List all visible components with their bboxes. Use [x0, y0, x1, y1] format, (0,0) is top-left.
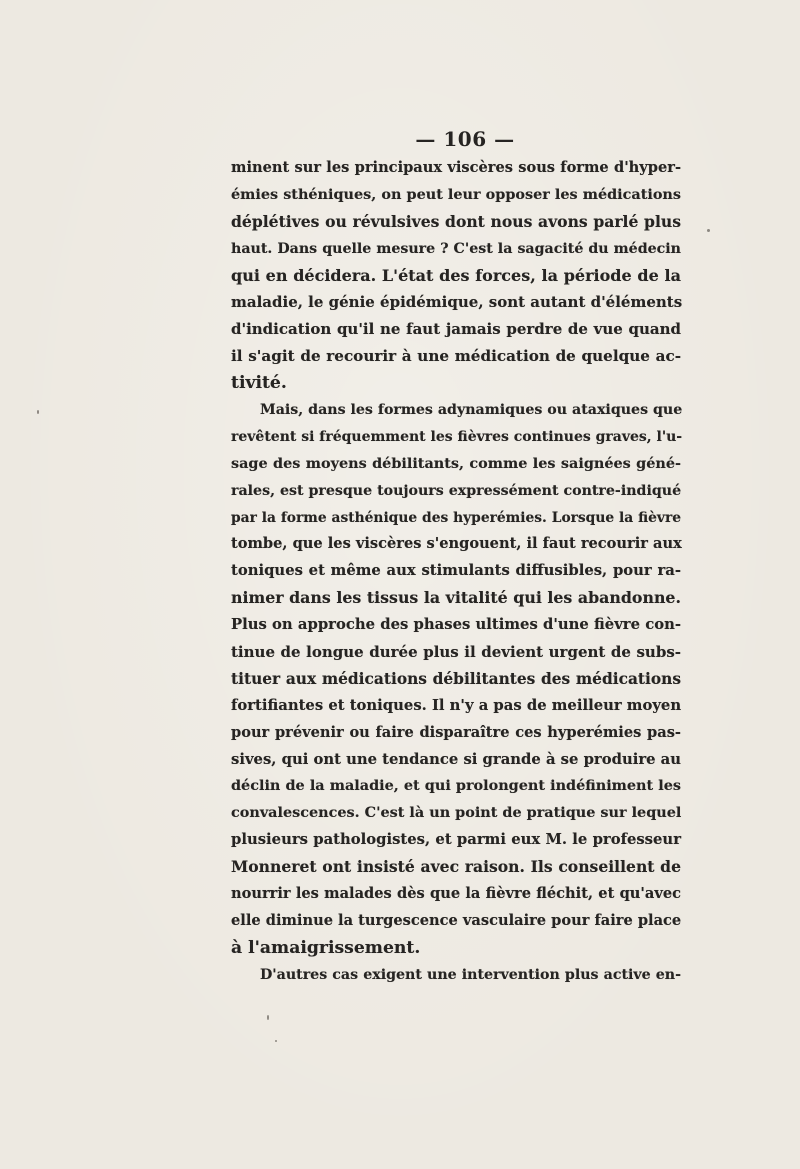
- text-line: minent sur les principaux viscères sous forme d'hyper-: [231, 159, 681, 176]
- text-line: fortifiantes et toniques. Il n'y a pas de meilleur moyen: [231, 696, 682, 714]
- text-line: il s'agit de recourir à une médication de quelque ac-: [231, 347, 681, 366]
- text-line: par la forme asthénique des hyperémies. Lorsque la fièvre: [231, 509, 681, 526]
- text-line: maladie, le génie épidémique, sont autant d'éléments: [231, 293, 683, 312]
- text-line: émies sthéniques, on peut leur opposer les médications: [231, 185, 681, 203]
- text-line: plusieurs pathologistes, et parmi eux M. le professeur: [231, 831, 681, 849]
- text-line: nourrir les malades dès que la fièvre fléchit, et qu'avec: [231, 885, 681, 903]
- paper-speck: [275, 1040, 277, 1042]
- text-line: Plus on approche des phases ultimes d'une fièvre con-: [231, 616, 681, 634]
- text-line: toniques et même aux stimulants diffusibles, pour ra-: [231, 562, 681, 580]
- text-line: tituer aux médications débilitantes des médications: [231, 669, 681, 688]
- page-number-header: — 106 —: [415, 127, 515, 151]
- paragraph-start-line: D'autres cas exigent une intervention plus active en-: [260, 966, 681, 983]
- text-line: qui en décidera. L'état des forces, la période de la: [231, 265, 681, 285]
- paragraph-start-line: Mais, dans les formes adynamiques ou ataxiques que: [260, 402, 683, 419]
- text-line: rales, est presque toujours expressément contre-indiqué: [231, 482, 682, 499]
- text-line: revêtent si fréquemment les fièvres continues graves, l'u-: [231, 428, 683, 445]
- text-line: elle diminue la turgescence vasculaire pour faire place: [231, 911, 682, 929]
- text-line: déclin de la maladie, et qui prolongent indéfiniment les: [231, 777, 681, 795]
- text-line: sives, qui ont une tendance si grande à se produire au: [231, 750, 682, 768]
- text-line: haut. Dans quelle mesure ? C'est la sagacité du médecin: [231, 240, 681, 257]
- paper-speck: [267, 1015, 269, 1020]
- text-line: Monneret ont insisté avec raison. Ils conseillent de: [231, 857, 681, 877]
- text-line: tinue de longue durée plus il devient urgent de subs-: [231, 643, 681, 662]
- body-text: [231, 155, 681, 989]
- paragraph-end-line: tivité.: [231, 373, 287, 394]
- text-line: sage des moyens débilitants, comme les saignées géné-: [231, 454, 681, 472]
- text-line: déplétives ou révulsives dont nous avons parlé plus: [231, 211, 681, 231]
- paper-speck: [37, 410, 39, 414]
- text-line: pour prévenir ou faire disparaître ces hyperémies pas-: [231, 723, 681, 741]
- paragraph-end-line: à l'amaigrissement.: [231, 937, 421, 958]
- text-line: nimer dans les tissus la vitalité qui les abandonne.: [231, 588, 681, 608]
- text-line: convalescences. C'est là un point de pratique sur lequel: [231, 804, 682, 822]
- paper-speck: [707, 229, 710, 232]
- text-line: tombe, que les viscères s'engouent, il faut recourir aux: [231, 535, 682, 553]
- text-line: d'indication qu'il ne faut jamais perdre de vue quand: [231, 320, 681, 339]
